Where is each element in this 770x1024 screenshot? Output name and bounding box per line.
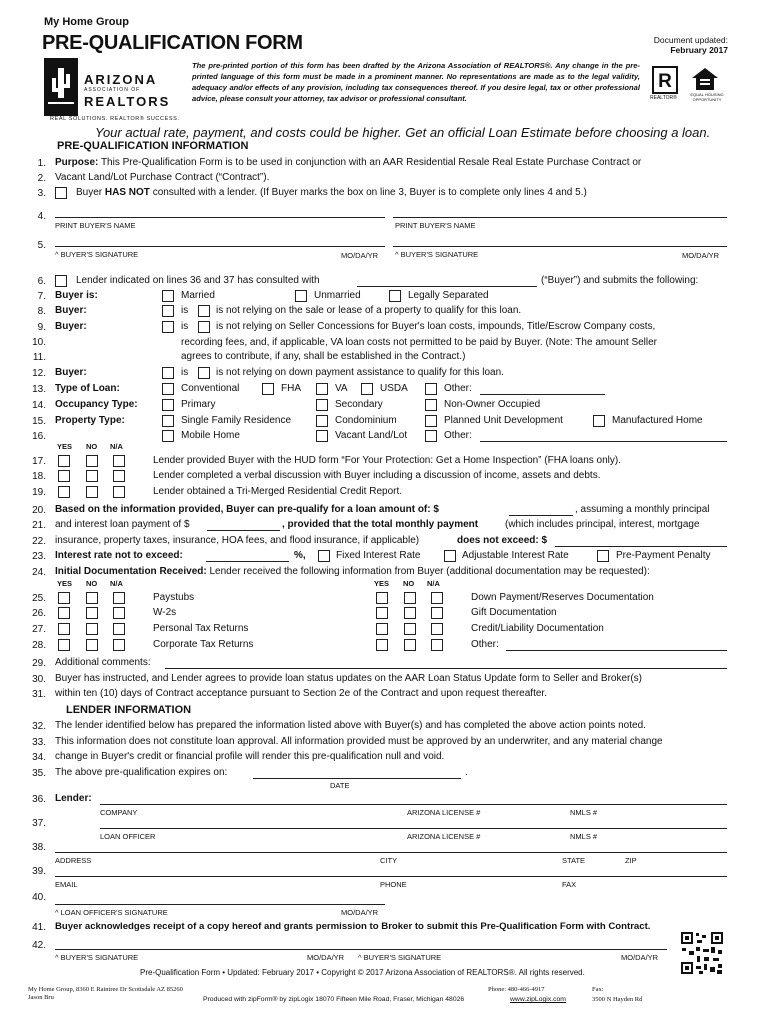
doc-right-row3-no-checkbox[interactable] [404, 623, 416, 635]
email-field[interactable] [55, 876, 727, 877]
footer-phone: Phone: 480-466-4917 [488, 986, 545, 993]
line-9-text: is not relying on Seller Concessions for Buyer's loan costs, impounds, Title/Escrow Company costs, [216, 321, 656, 332]
final-buyer-sig-1-date: MO/DA/YR [307, 953, 345, 962]
line-number: 32. [32, 721, 46, 732]
form-title: PRE-QUALIFICATION FORM [42, 32, 303, 54]
loan-officer-field[interactable] [100, 828, 727, 829]
lender-action-row3-na-checkbox[interactable] [113, 486, 125, 498]
line-number: 30. [32, 674, 46, 685]
usda-checkbox[interactable] [361, 383, 373, 395]
line-number: 33. [32, 737, 46, 748]
line-number: 13. [32, 384, 46, 395]
fha-label: FHA [281, 383, 301, 394]
credit-label: Credit/Liability Documentation [471, 623, 604, 634]
doc-updated-label: Document updated: [653, 35, 728, 45]
property-other-checkbox[interactable] [425, 430, 437, 442]
sfr-label: Single Family Residence [181, 415, 292, 426]
line-number: 27. [32, 624, 46, 635]
line-22-text-b: does not exceed: $ [457, 535, 548, 546]
line-1 [55, 157, 641, 168]
loan-other-checkbox[interactable] [425, 383, 437, 395]
line-24-text: Lender received the following information from Buyer (additional documentation may be requested): [209, 566, 650, 577]
footer-fax: Fax: [592, 986, 604, 993]
line-3-text: consulted with a lender. (If Buyer marks the box on line 3, Buyer is to complete only lines 4 and 5.) [152, 187, 587, 198]
doc-right-row2-na-checkbox[interactable] [431, 607, 443, 619]
line-30-text: Buyer has instructed, and Lender agrees to provide loan status updates on the AAR Loan Status Update form to Seller and Broker(s) [55, 673, 643, 684]
footer-office: My Home Group, 8360 E Raintree Dr Scottsdale AZ 85260 [28, 986, 183, 993]
married-checkbox[interactable] [162, 290, 174, 302]
legally-separated-label: Legally Separated [408, 290, 489, 301]
line-17-text: Lender provided Buyer with the HUD form “For Your Protection: Get a Home Inspection” (FHA loans only). [153, 455, 621, 466]
final-buyer-sig-2-label: ^ BUYER'S SIGNATURE [358, 953, 442, 962]
line-number: 34. [32, 752, 46, 763]
doc-right-row2-no-checkbox[interactable] [404, 607, 416, 619]
mobile-label: Mobile Home [181, 430, 240, 441]
city-label: CITY [380, 856, 398, 865]
line-20-text: Based on the information provided, Buyer can pre-qualify for a loan amount of: $ [55, 504, 439, 515]
purpose-text: This Pre-Qualification Form is to be used in conjunction with an AAR Residential Resale Real Estate Purchase Contract or [100, 157, 642, 168]
company-label: COMPANY [100, 808, 138, 817]
vacant-label: Vacant Land/Lot [335, 430, 408, 441]
additional-comments-field[interactable] [165, 668, 727, 669]
doc-left-row4-yes-checkbox[interactable] [58, 639, 70, 651]
vacant-checkbox[interactable] [316, 430, 328, 442]
is-down-payment-checkbox[interactable] [162, 367, 174, 379]
doc-left-row4-na-checkbox[interactable] [113, 639, 125, 651]
doc-right-row3-yes-checkbox[interactable] [376, 623, 388, 635]
line-number: 22. [32, 536, 46, 547]
doc-left-row4-no-checkbox[interactable] [86, 639, 98, 651]
fixed-rate-label: Fixed Interest Rate [336, 550, 421, 561]
line-number: 26. [32, 608, 46, 619]
section-lender-heading: LENDER INFORMATION [66, 704, 192, 716]
print-buyer-name-2-label: PRINT BUYER'S NAME [395, 221, 476, 230]
lender-consulted-checkbox[interactable] [55, 275, 67, 287]
no-header-1: NO [86, 442, 98, 451]
svg-text:R: R [658, 71, 672, 92]
interest-rate-field[interactable] [206, 561, 289, 562]
line-24 [55, 566, 650, 577]
line-3-buyer: Buyer [76, 187, 103, 198]
logo-tagline: REAL SOLUTIONS. REALTOR® SUCCESS. [50, 116, 180, 122]
mobile-checkbox[interactable] [162, 430, 174, 442]
condo-label: Condominium [335, 415, 397, 426]
line-19-text: Lender obtained a Tri-Merged Residential Credit Report. [153, 486, 403, 497]
line-number: 41. [32, 922, 46, 933]
line-35-text: The above pre-qualification expires on: [55, 767, 228, 778]
final-buyer-sig-1-label: ^ BUYER'S SIGNATURE [55, 953, 139, 962]
equal-housing-logo [690, 66, 724, 100]
print-buyer-name-1-label: PRINT BUYER'S NAME [55, 221, 136, 230]
line-number: 11. [32, 352, 46, 363]
line-34-text: change in Buyer's credit or financial profile will render this pre-qualification null and void. [55, 751, 445, 762]
disclaimer: The pre-printed portion of this form has been drafted by the Arizona Association of REALTORS®. Any change in the pre-printed language of this form must be made in a prominent manner. No representations are made as to the legal validity, adequacy and/or effects of any provision, including tax consequences thereof. If you desire legal, tax or other professional advice, please consult your attorney, tax advisor or professional consultant. [192, 61, 640, 103]
secondary-checkbox[interactable] [316, 399, 328, 411]
no-header-3: NO [403, 579, 415, 588]
percent-label: %, [294, 550, 306, 561]
footer-produced: Produced with zipForm® by zipLogix 18070 Fifteen Mile Road, Fraser, Michigan 48026 [203, 996, 465, 1003]
line-number: 31. [32, 689, 46, 700]
doc-left-row1-no-checkbox[interactable] [86, 592, 98, 604]
pud-label: Planned Unit Development [444, 415, 563, 426]
sfr-checkbox[interactable] [162, 415, 174, 427]
line-23-text: Interest rate not to exceed: [55, 550, 183, 561]
doc-left-row2-yes-checkbox[interactable] [58, 607, 70, 619]
line-24-label: Initial Documentation Received: [55, 566, 207, 577]
doc-left-row1-yes-checkbox[interactable] [58, 592, 70, 604]
house-icon [690, 66, 720, 92]
line-10-text: recording fees, and, if applicable, VA loan costs not permitted to be paid by Buyer. (Note: The amount Seller [181, 337, 658, 348]
line-6-text: Lender indicated on lines 36 and 37 has consulted with [76, 275, 320, 286]
monthly-payment-field[interactable] [207, 530, 280, 531]
final-buyer-sig-2-date: MO/DA/YR [621, 953, 659, 962]
line-number: 42. [32, 940, 46, 951]
realtor-mark-text: REALTOR® [650, 95, 677, 101]
line-21-text-b: , provided that the total monthly payment [282, 519, 479, 530]
personal-tax-label: Personal Tax Returns [153, 623, 249, 634]
line-number: 4. [37, 211, 46, 222]
is-label-12: is [181, 367, 189, 378]
logo-arizona: ARIZONA [84, 72, 158, 87]
loan-estimate-banner: Your actual rate, payment, and costs could be higher. Get an official Loan Estimate before choosing a loan. [95, 125, 711, 140]
line-number: 5. [37, 240, 46, 251]
buyer-signature-1-field[interactable] [55, 246, 385, 247]
section-prequal-heading: PRE-QUALIFICATION INFORMATION [57, 140, 249, 152]
married-label: Married [181, 290, 215, 301]
final-buyer-signature-2-field[interactable] [355, 949, 667, 950]
line-35-period: . [465, 767, 468, 778]
prepay-penalty-label: Pre-Payment Penalty [616, 550, 711, 561]
line-number: 21. [32, 520, 46, 531]
line-number: 15. [32, 416, 46, 427]
loan-amount-field[interactable] [509, 515, 573, 516]
line-20-text-b: , assuming a monthly principal [575, 504, 710, 515]
buyer-signature-2-label: ^ BUYER'S SIGNATURE [395, 250, 479, 259]
fixed-rate-checkbox[interactable] [318, 550, 330, 562]
date-label: DATE [330, 781, 350, 790]
doc-right-row1-na-checkbox[interactable] [431, 592, 443, 604]
address-field[interactable] [55, 852, 727, 853]
line-3-has-not: HAS NOT [104, 187, 150, 198]
is-not-down-payment-checkbox[interactable] [198, 367, 210, 379]
buyer-label-9: Buyer: [55, 321, 87, 332]
occupancy-type-label: Occupancy Type: [55, 399, 138, 410]
paystubs-label: Paystubs [153, 592, 195, 603]
line-11-text: agrees to contribute, if any, shall be established in the Contract.) [181, 351, 466, 362]
line-number: 18. [32, 471, 46, 482]
line-number: 37. [32, 818, 46, 829]
line-number: 12. [32, 368, 46, 379]
line-number: 29. [32, 658, 46, 669]
buyer-signature-2-field[interactable] [393, 246, 727, 247]
pud-checkbox[interactable] [425, 415, 437, 427]
lender-action-row3-no-checkbox[interactable] [86, 486, 98, 498]
buyer-label-8: Buyer: [55, 305, 87, 316]
is-concessions-checkbox[interactable] [162, 321, 174, 333]
unmarried-checkbox[interactable] [295, 290, 307, 302]
email-label: EMAIL [55, 880, 78, 889]
line-number: 7. [37, 291, 46, 302]
zip-label: ZIP [625, 856, 637, 865]
eho-mark-text: EQUAL HOUSING OPPORTUNITY [690, 92, 724, 102]
conventional-label: Conventional [181, 383, 240, 394]
qr-code-icon[interactable] [680, 931, 724, 975]
lender-action-row2-no-checkbox[interactable] [86, 470, 98, 482]
line-number: 16. [32, 431, 46, 442]
property-type-label: Property Type: [55, 415, 125, 426]
doc-right-row2-yes-checkbox[interactable] [376, 607, 388, 619]
doc-left-row3-yes-checkbox[interactable] [58, 623, 70, 635]
prepay-penalty-checkbox[interactable] [597, 550, 609, 562]
lender-action-row3-yes-checkbox[interactable] [58, 486, 70, 498]
condo-checkbox[interactable] [316, 415, 328, 427]
fax-label: FAX [562, 880, 577, 889]
footer-copyright: Pre-Qualification Form • Updated: February 2017 • Copyright © 2017 Arizona Association of REALTORS®. All rights reserved. [140, 968, 585, 977]
lender-action-row1-no-checkbox[interactable] [86, 455, 98, 467]
na-header-3: N/A [427, 579, 440, 588]
doc-right-row1-no-checkbox[interactable] [404, 592, 416, 604]
buyer-signature-1-label: ^ BUYER'S SIGNATURE [55, 250, 139, 259]
doc-other-field[interactable] [506, 650, 727, 651]
doc-right-row4-no-checkbox[interactable] [404, 639, 416, 651]
manufactured-label: Manufactured Home [612, 415, 703, 426]
non-owner-label: Non-Owner Occupied [444, 399, 541, 410]
footer-agent: Jason Bru [28, 994, 54, 1001]
line-number: 28. [32, 640, 46, 651]
expiration-date-field[interactable] [253, 778, 461, 779]
doc-right-row4-na-checkbox[interactable] [431, 639, 443, 651]
line-number: 9. [37, 322, 46, 333]
logo-association: ASSOCIATION OF [84, 87, 141, 93]
line-33-text: This information does not constitute loan approval. All information provided must be approved by an underwriter, and any material change [55, 736, 663, 747]
logo-realtors: REALTORS [84, 94, 171, 109]
company-az-license-label: ARIZONA LICENSE # [407, 808, 481, 817]
final-buyer-signature-1-field[interactable] [55, 949, 355, 950]
purpose-label: Purpose: [55, 157, 99, 168]
line-number: 14. [32, 400, 46, 411]
state-label: STATE [562, 856, 586, 865]
company-name: My Home Group [44, 16, 129, 28]
line-6-text-b: (“Buyer”) and submits the following: [541, 275, 699, 286]
line-18-text: Lender completed a verbal discussion with Buyer including a discussion of income, assets and debts. [153, 470, 601, 481]
line-number: 23. [32, 551, 46, 562]
yes-header-1: YES [57, 442, 73, 451]
lo-signature-label: ^ LOAN OFFICER'S SIGNATURE [55, 908, 168, 917]
has-not-consulted-checkbox[interactable] [55, 187, 67, 199]
loan-other-field[interactable] [480, 394, 605, 395]
phone-label: PHONE [380, 880, 407, 889]
line-22-text: insurance, property taxes, insurance, HOA fees, and flood insurance, if applicable) [55, 535, 420, 546]
line-number: 38. [32, 842, 46, 853]
yes-header-3: YES [374, 579, 390, 588]
lender-action-row1-yes-checkbox[interactable] [58, 455, 70, 467]
doc-right-row4-yes-checkbox[interactable] [376, 639, 388, 651]
buyer-sig-1-date-label: MO/DA/YR [341, 251, 379, 260]
na-header-2: N/A [110, 579, 123, 588]
lo-az-license-label: ARIZONA LICENSE # [407, 832, 481, 841]
line-number: 3. [37, 188, 46, 199]
line-number: 2. [37, 173, 46, 184]
line-number: 10. [32, 337, 46, 348]
address-label: ADDRESS [55, 856, 92, 865]
is-label-8: is [181, 305, 189, 316]
gift-label: Gift Documentation [471, 607, 557, 618]
loan-officer-label: LOAN OFFICER [100, 832, 156, 841]
realtor-logo [652, 66, 678, 100]
line-number: 8. [37, 306, 46, 317]
line-number: 1. [37, 158, 46, 169]
is-not-sale-checkbox[interactable] [198, 305, 210, 317]
buyer-is-label: Buyer is: [55, 290, 98, 301]
adjustable-rate-label: Adjustable Interest Rate [462, 550, 569, 561]
lo-sig-date-label: MO/DA/YR [341, 908, 379, 917]
lender-action-row2-yes-checkbox[interactable] [58, 470, 70, 482]
doc-other-label: Other: [471, 639, 499, 650]
max-payment-field[interactable] [555, 546, 727, 547]
print-buyer-name-2-field[interactable] [393, 217, 727, 218]
is-not-concessions-checkbox[interactable] [198, 321, 210, 333]
line-number: 19. [32, 487, 46, 498]
buyer-names-field[interactable] [357, 286, 537, 287]
buyer-sig-2-date-label: MO/DA/YR [682, 251, 720, 260]
is-label-9: is [181, 321, 189, 332]
manufactured-checkbox[interactable] [593, 415, 605, 427]
footer-property: 3500 N Hayden Rd [592, 996, 643, 1003]
na-header-1: N/A [110, 442, 123, 451]
doc-left-row3-na-checkbox[interactable] [113, 623, 125, 635]
yes-header-2: YES [57, 579, 73, 588]
va-label: VA [335, 383, 348, 394]
fha-checkbox[interactable] [262, 383, 274, 395]
footer-ziplogix-link[interactable]: www.zipLogix.com [510, 996, 566, 1003]
line-number: 20. [32, 505, 46, 516]
line-29-text: Additional comments: [55, 657, 151, 668]
doc-left-row1-na-checkbox[interactable] [113, 592, 125, 604]
line-3 [76, 187, 587, 198]
line-8-text: is not relying on the sale or lease of a property to qualify for this loan. [216, 305, 522, 316]
line-21-text: and interest loan payment of $ [55, 519, 190, 530]
line-number: 24. [32, 567, 46, 578]
lender-action-row1-na-checkbox[interactable] [113, 455, 125, 467]
property-other-label: Other: [444, 430, 472, 441]
lender-action-row2-na-checkbox[interactable] [113, 470, 125, 482]
company-nmls-label: NMLS # [570, 808, 598, 817]
legally-separated-checkbox[interactable] [389, 290, 401, 302]
va-checkbox[interactable] [316, 383, 328, 395]
doc-right-row3-na-checkbox[interactable] [431, 623, 443, 635]
loan-other-label: Other: [444, 383, 472, 394]
lender-label: Lender: [55, 793, 92, 804]
secondary-label: Secondary [335, 399, 383, 410]
property-other-field[interactable] [480, 441, 727, 442]
usda-label: USDA [380, 383, 408, 394]
saguaro-icon [44, 58, 78, 116]
aar-logo [44, 56, 184, 122]
doc-right-row1-yes-checkbox[interactable] [376, 592, 388, 604]
doc-updated-date: February 2017 [670, 45, 728, 55]
line-number: 25. [32, 593, 46, 604]
line-2: Vacant Land/Lot Purchase Contract (“Contract”). [55, 172, 270, 183]
primary-label: Primary [181, 399, 216, 410]
doc-left-row2-na-checkbox[interactable] [113, 607, 125, 619]
line-number: 36. [32, 794, 46, 805]
line-number: 35. [32, 768, 46, 779]
print-buyer-name-1-field[interactable] [55, 217, 385, 218]
type-of-loan-label: Type of Loan: [55, 383, 120, 394]
lo-signature-field[interactable] [55, 904, 385, 905]
line-41-text: Buyer acknowledges receipt of a copy hereof and grants permission to Broker to submit this Pre-Qualification Form with Contract. [55, 921, 651, 932]
line-number: 17. [32, 456, 46, 467]
is-sale-checkbox[interactable] [162, 305, 174, 317]
line-21-text-c: (which includes principal, interest, mortgage [505, 519, 700, 530]
doc-left-row3-no-checkbox[interactable] [86, 623, 98, 635]
line-number: 6. [37, 276, 46, 287]
buyer-label-12: Buyer: [55, 367, 87, 378]
doc-left-row2-no-checkbox[interactable] [86, 607, 98, 619]
adjustable-rate-checkbox[interactable] [444, 550, 456, 562]
line-number: 40. [32, 892, 46, 903]
line-number: 39. [32, 866, 46, 877]
no-header-2: NO [86, 579, 98, 588]
down-payment-label: Down Payment/Reserves Documentation [471, 592, 654, 603]
lo-nmls-label: NMLS # [570, 832, 598, 841]
corporate-tax-label: Corporate Tax Returns [153, 639, 254, 650]
line-12-text: is not relying on down payment assistance to qualify for this loan. [216, 367, 504, 378]
company-field[interactable] [100, 804, 727, 805]
primary-checkbox[interactable] [162, 399, 174, 411]
non-owner-checkbox[interactable] [425, 399, 437, 411]
unmarried-label: Unmarried [314, 290, 361, 301]
line-31-text: within ten (10) days of Contract acceptance pursuant to Section 2e of the Contract and upon request thereafter. [55, 688, 547, 699]
w2-label: W-2s [153, 607, 177, 618]
line-32-text: The lender identified below has prepared the information listed above with Buyer(s) and has completed the above action points noted. [55, 720, 646, 731]
conventional-checkbox[interactable] [162, 383, 174, 395]
